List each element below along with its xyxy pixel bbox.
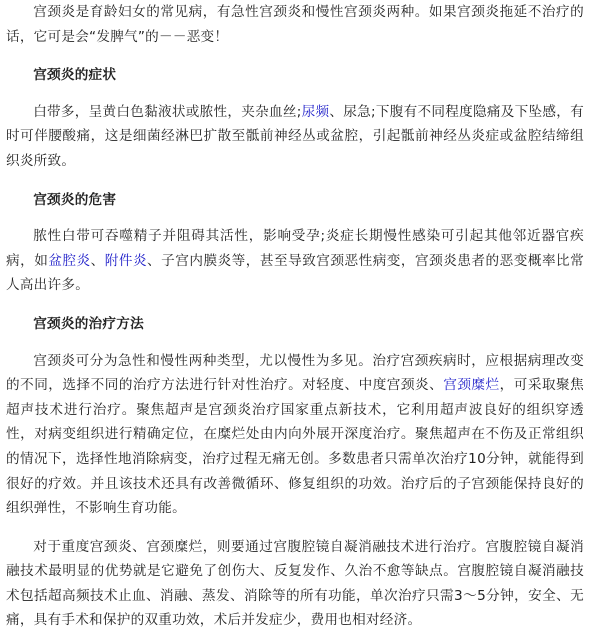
symptoms-text-1: 白带多，呈黄白色黏液状或脓性，夹杂血丝; bbox=[33, 103, 302, 120]
treatment-heading: 宫颈炎的治疗方法 bbox=[33, 315, 144, 332]
dangers-separator: 、 bbox=[90, 252, 105, 269]
treatment-text-1: 宫颈炎可分为急性和慢性两种类型，尤以慢性为多见。治疗宫颈疾病时，应根据病理改变的不同，选择不同的治疗方法进行针对性治疗。对轻度、中度宫颈炎、 bbox=[6, 352, 584, 394]
symptoms-heading: 宫颈炎的症状 bbox=[33, 67, 117, 84]
link-frequent-urination[interactable]: 尿频 bbox=[301, 103, 330, 120]
dangers-text-1: 脓性白带可吞噬精子并阻碍其活性，影响受孕;炎症长期慢性感染可引起其他邻近器官疾病，如 bbox=[6, 228, 584, 269]
intro-text: 宫颈炎是育龄妇女的常见病，有急性宫颈炎和慢性宫颈炎两种。如果宫颈炎拖延不治疗的话，它可是会“发脾气”的－－恶变！ bbox=[6, 4, 584, 45]
symptoms-paragraph bbox=[6, 100, 584, 174]
intro-paragraph bbox=[6, 0, 584, 49]
link-cervical-erosion[interactable]: 宫颈糜烂 bbox=[443, 377, 500, 394]
dangers-text-2: 、子宫内膜炎等，甚至导致宫颈恶性病变，宫颈炎患者的恶变概率比常人高出许多。 bbox=[6, 252, 585, 294]
treatment-text-2: ，可采取聚焦超声技术进行治疗。聚焦超声是宫颈炎治疗国家重点新技术，它利用超声波良好的组织穿透性，对病变组织进行精确定位，在糜烂处由内向外展开深度治疗。聚焦超声在不伤及正常组织的情况下，选择性地消除病变，治疗过程无痛无创。多数患者只需单次治疗10分钟，就能得到很好的疗效。并且该技术还具有改善微循环、修复组织的功效。治疗后的子宫颈能保持良好的组织弹性，不影响生育功能。 bbox=[6, 377, 585, 517]
link-adnexitis[interactable]: 附件炎 bbox=[104, 252, 148, 269]
symptoms-text-2: 、尿急;下腹有不同程度隐痛及下坠感，有时可伴腰酸痛，这是细菌经淋巴扩散至骶前神经丛或盆腔，引起骶前神经丛炎症或盆腔结缔组织炎所致。 bbox=[6, 103, 584, 169]
treatment-paragraph-2: 对于重度宫颈炎、宫颈糜烂，则要通过宫腹腔镜自凝消融技术进行治疗。宫腹腔镜自凝消融技术最明显的优势就是它避免了创伤大、反复发作、久治不愈等缺点。宫腹腔镜自凝消融技术包括超高频技术止血、消融、蒸发、消除等的所有功能，单次治疗只需3～5分钟，安全、无痛，具有手术和保护的双重功效，术后并发症少，费用也相对经济。 bbox=[6, 538, 584, 629]
dangers-paragraph bbox=[6, 224, 584, 298]
link-pelvic-inflammation[interactable]: 盆腔炎 bbox=[48, 252, 91, 269]
treatment-paragraph-1 bbox=[6, 349, 584, 521]
dangers-heading: 宫颈炎的危害 bbox=[33, 191, 117, 208]
